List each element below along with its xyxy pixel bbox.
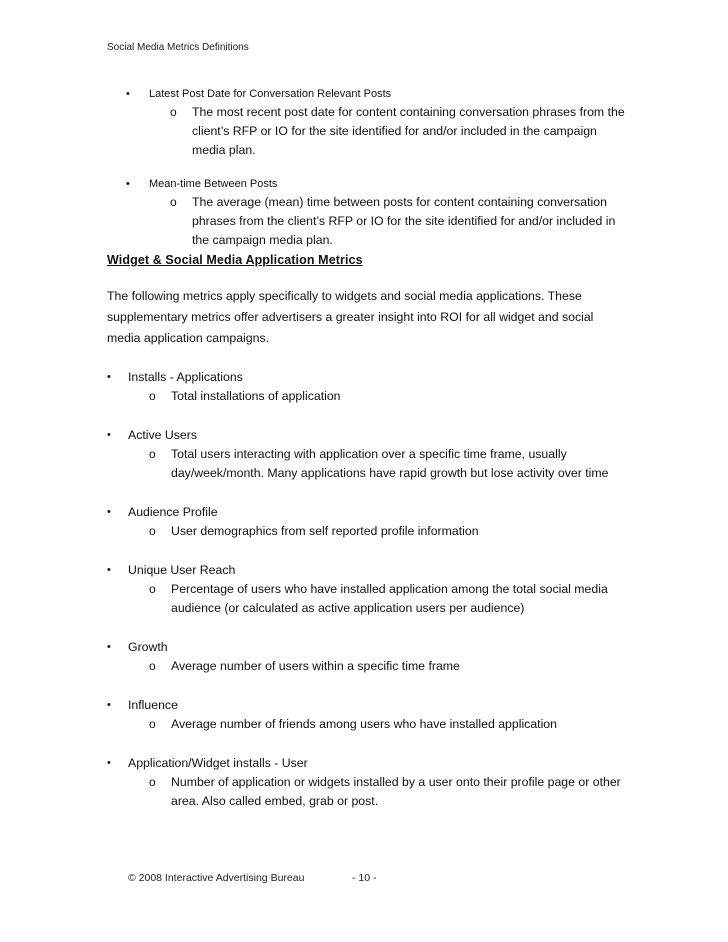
sub-list-item bbox=[0, 193, 728, 250]
metric-label: Unique User Reach bbox=[128, 563, 236, 577]
sub-list-item-text: The most recent post date for content containing conversation phrases from the client’s RFP or IO for the site identified for and/or included in the campaign media plan. bbox=[192, 105, 625, 157]
metric-definition bbox=[0, 773, 728, 811]
list-item-title: Mean-time Between Posts bbox=[149, 178, 278, 190]
bullet-marker: • bbox=[126, 88, 130, 100]
bullet-marker: • bbox=[107, 371, 111, 383]
sub-bullet-marker: o bbox=[149, 447, 156, 461]
metric-item bbox=[0, 426, 728, 483]
bullet-marker: • bbox=[107, 429, 111, 441]
page-number: - 10 - bbox=[352, 872, 377, 884]
sub-bullet-marker: o bbox=[170, 195, 177, 209]
sub-bullet-marker: o bbox=[149, 775, 156, 789]
metric-item bbox=[0, 561, 728, 618]
metric-label: Application/Widget installs - User bbox=[128, 756, 308, 770]
metric-item bbox=[0, 503, 728, 541]
sub-list-item-text: The average (mean) time between posts for content containing conversation phrases from the client’s RFP or IO for the site identified for and/or included in the campaign media plan. bbox=[192, 195, 616, 247]
metric-definition bbox=[0, 522, 728, 541]
bullet-marker: • bbox=[126, 178, 130, 190]
sub-bullet-marker: o bbox=[149, 717, 156, 731]
metric-definition bbox=[0, 657, 728, 676]
metric-label: Installs - Applications bbox=[128, 370, 243, 384]
list-item bbox=[0, 86, 728, 160]
metric-definition-text: Total users interacting with application over a specific time frame, usually day/week/month. Many applications have rapid growth but lose activity over time bbox=[171, 447, 609, 480]
metric-definition-text: Number of application or widgets installed by a user onto their profile page or other area. Also called embed, grab or post. bbox=[171, 775, 621, 808]
metric-item bbox=[0, 368, 728, 406]
metric-definition-text: Average number of friends among users who have installed application bbox=[171, 717, 557, 731]
metric-definition-text: User demographics from self reported profile information bbox=[171, 524, 479, 538]
metric-definition-text: Total installations of application bbox=[171, 389, 341, 403]
metric-definition bbox=[0, 715, 728, 734]
metric-definition bbox=[0, 445, 728, 483]
metrics-list bbox=[0, 368, 728, 831]
section-heading: Widget & Social Media Application Metrics bbox=[107, 253, 363, 267]
page-footer bbox=[128, 872, 377, 884]
bullet-marker: • bbox=[107, 699, 111, 711]
metric-definition bbox=[0, 387, 728, 406]
sub-bullet-marker: o bbox=[149, 659, 156, 673]
metric-definition bbox=[0, 580, 728, 618]
metric-definition-text: Average number of users within a specific time frame bbox=[171, 659, 460, 673]
sub-bullet-marker: o bbox=[149, 582, 156, 596]
list-item-title: Latest Post Date for Conversation Relevant Posts bbox=[149, 88, 392, 100]
bullet-marker: • bbox=[107, 641, 111, 653]
bullet-marker: • bbox=[107, 757, 111, 769]
metric-definition-text: Percentage of users who have installed application among the total social media audience (or calculated as active application users per audience) bbox=[171, 582, 608, 615]
sub-list-item bbox=[0, 103, 728, 160]
top-bullet-list bbox=[0, 86, 728, 266]
metric-item bbox=[0, 638, 728, 676]
metric-label: Growth bbox=[128, 640, 168, 654]
copyright-notice: © 2008 Interactive Advertising Bureau bbox=[128, 872, 305, 884]
bullet-marker: • bbox=[107, 506, 111, 518]
metric-label: Influence bbox=[128, 698, 178, 712]
metric-item bbox=[0, 696, 728, 734]
sub-bullet-marker: o bbox=[170, 105, 177, 119]
metric-item bbox=[0, 754, 728, 811]
list-item bbox=[0, 176, 728, 250]
metric-label: Active Users bbox=[128, 428, 198, 442]
running-header: Social Media Metrics Definitions bbox=[107, 42, 249, 53]
sub-bullet-marker: o bbox=[149, 389, 156, 403]
metric-label: Audience Profile bbox=[128, 505, 218, 519]
intro-paragraph: The following metrics apply specifically to widgets and social media applications. These supplementary metrics offer advertisers a greater insight into ROI for all widget and social media application campaigns. bbox=[107, 289, 594, 345]
sub-bullet-marker: o bbox=[149, 524, 156, 538]
bullet-marker: • bbox=[107, 564, 111, 576]
